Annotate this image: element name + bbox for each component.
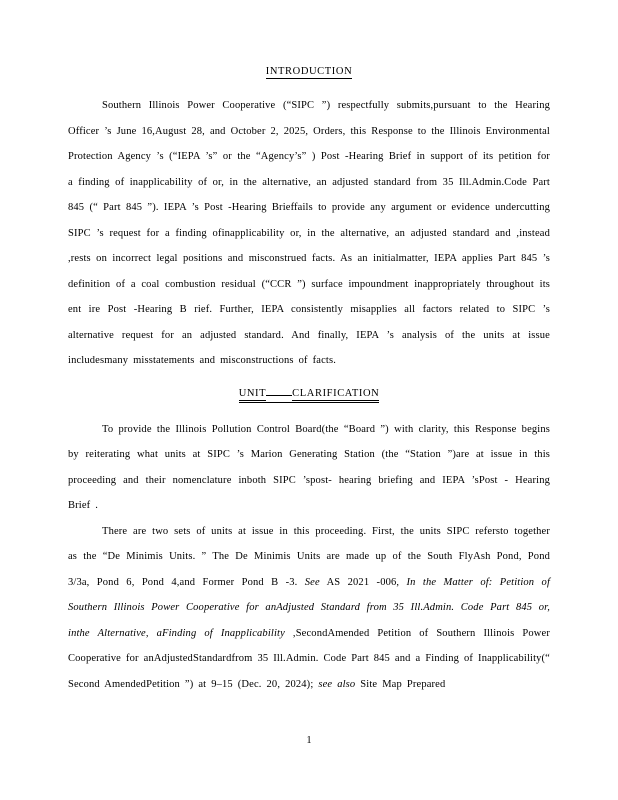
citation-see-signal: See <box>304 576 320 588</box>
paragraph-lead-text: There are two sets of units at issue in this proceeding. First, the units SIPC refersto together as the “De Minimis Units. ” The De Minimis Units are made up of the South FlyAsh Pond, Pond 3/3a, Pond 6, Pond 4,and Former Pond B -3. <box>68 525 550 588</box>
citation-after-text: ,SecondAmended Petition of Southern Illinois Power Cooperative for anAdjustedStandardfrom 35 Ill.Admin. Code Part 845 and a Finding of Inapplicability(“ Second AmendedPetition ”) at 9–15 (Dec. 20, 2024); <box>68 627 550 690</box>
section-heading-introduction <box>68 66 550 79</box>
section-heading-unit-clarification-text: UNIT CLARIFICATION <box>239 388 380 403</box>
paragraph-de-minimis-units <box>68 519 550 698</box>
paragraph-unit-clarification: To provide the Illinois Pollution Control Board(the “Board ”) with clarity, this Response begins by reiterating what units at SIPC ’s Marion Generating Station (the “Station ”)are at issue in this proceeding and their nomenclature inboth SIPC ’spost- hearing briefing and IEPA ’sPost - Hearing Brief . <box>68 423 550 511</box>
section-heading-introduction-text: INTRODUCTION <box>265 66 353 77</box>
paragraph-introduction: Southern Illinois Power Cooperative (“SIPC ”) respectfully submits,pursuant to the Hearing Officer ’s June 16,August 28, and October 2, 2025, Orders, this Response to the Illinois Environmental Protection Agency ’s (“IEPA ’s” or the “Agency’s” ) Post -Hearing Brief in support of its petition for a finding of inapplicability of or, in the alternative, an adjusted standard from 35 Ill.Admin.Code Part 845 (“ Part 845 ”). IEPA ’s Post -Hearing Brieffails to provide any argument or evidence undercutting SIPC ’s request for a finding ofinapplicability or, in the alternative, an adjusted standard and ,instead ,rests on incorrect legal positions and misconstrued facts. As an initialmatter, IEPA applies Part 845 ’s definition of a coal combustion residual (“CCR ”) surface impoundment inappropriately throughout its ent ire Post -Hearing B rief. Further, IEPA consistently misapplies all factors related to SIPC ’s alternative request for an adjusted standard. And finally, IEPA ’s analysis of the units at issue includesmany misstatements and misconstructions of facts. <box>68 100 550 366</box>
citation-tail-text: Site Map Prepared <box>355 678 446 690</box>
citation-see-also-signal: see also <box>318 678 356 690</box>
section-heading-unit-clarification <box>68 388 550 403</box>
citation-docket: AS 2021 -006, <box>319 576 407 588</box>
document-body <box>68 66 550 697</box>
page-number: 1 <box>306 735 312 746</box>
citation-case-title: In the Matter of: Petition of Southern Illinois Power Cooperative for anAdjusted Standard from 35 Ill.Admin. Code Part 845 or, inthe Alternative, aFinding of Inapplicability <box>68 576 551 639</box>
